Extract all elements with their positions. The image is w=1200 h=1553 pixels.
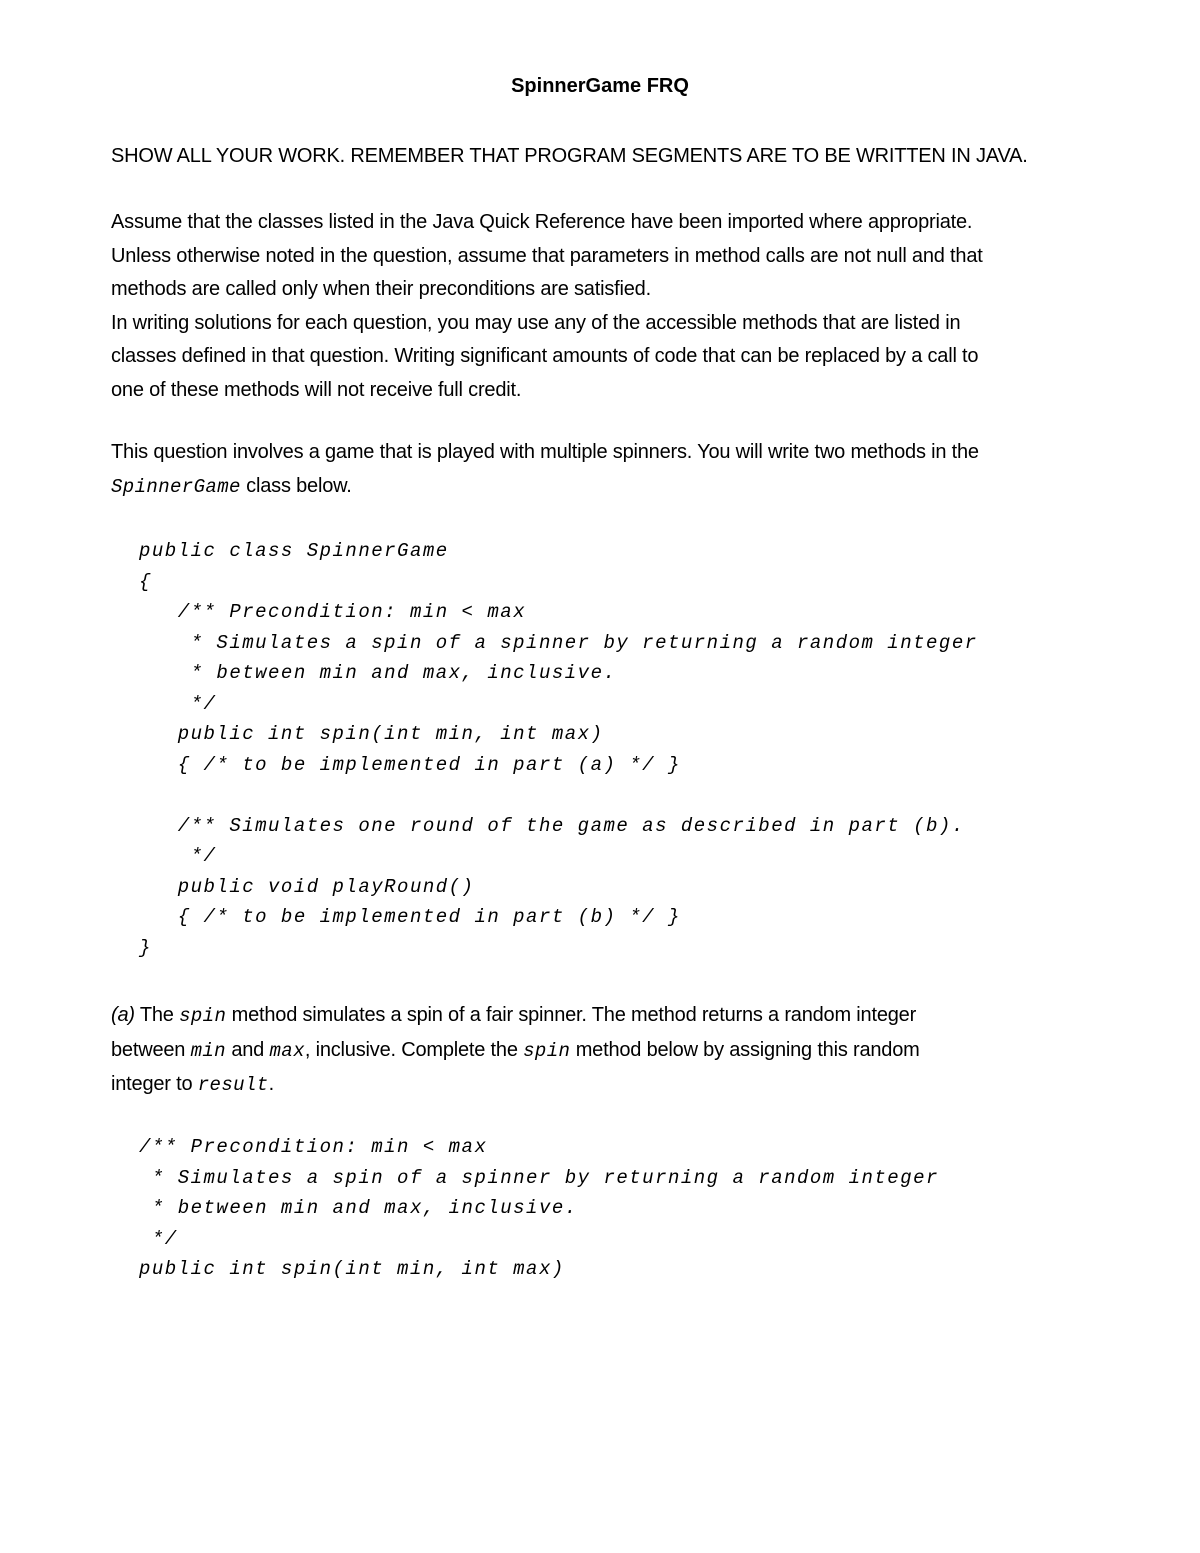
assumption-line: one of these methods will not receive full credit. [111,378,522,401]
code-line: /** Precondition: min < max [139,1136,488,1158]
class-code-block [139,536,978,963]
code-line: */ [139,692,217,715]
code-line: public int spin(int min, int max) [139,1258,565,1280]
question-intro [111,436,1101,504]
class-name-code: SpinnerGame [111,475,241,498]
code-line: { /* to be implemented in part (a) */ } [139,753,681,776]
code-line-blank [139,780,978,811]
code-line: { [139,570,152,593]
assumption-line: Unless otherwise noted in the question, assume that parameters in method calls are not null and that [111,244,983,267]
part-a-label: (a) [111,1004,135,1026]
document-title: SpinnerGame FRQ [511,75,689,97]
assumption-line: Assume that the classes listed in the Java Quick Reference have been imported where appropriate. [111,211,973,233]
spin-code: spin [179,1005,227,1027]
assumption-line: methods are called only when their preconditions are satisfied. [111,278,651,300]
max-code: max [269,1039,305,1062]
part-a-text: method below by assigning this random [570,1038,920,1061]
code-line: public void playRound() [139,875,475,898]
code-line: public class SpinnerGame [139,540,449,562]
spin-code: spin [523,1039,571,1062]
part-a-line [111,999,1101,1034]
code-line: */ [139,845,217,867]
code-line: /** Precondition: min < max [139,601,527,623]
code-line: * between min and max, inclusive. [139,1197,578,1219]
code-line: { /* to be implemented in part (b) */ } [139,906,681,928]
code-line: * Simulates a spin of a spinner by returning a random integer [139,1166,939,1189]
intro-line: This question involves a game that is played with multiple spinners. You will write two methods in the [111,441,979,463]
part-a-text: method simulates a spin of a fair spinner. The method returns a random integer [226,1004,917,1026]
part-a-text: . [268,1073,274,1095]
code-line: } [139,936,152,959]
part-a-line [111,1034,1101,1069]
assumption-line: classes defined in that question. Writing significant amounts of code that can be replaced by a call to [111,345,979,367]
code-line: * Simulates a spin of a spinner by returning a random integer [139,631,978,654]
part-a-prompt [111,999,1101,1103]
part-a-text: integer to [111,1073,198,1095]
code-line: public int spin(int min, int max) [139,723,604,745]
min-code: min [190,1039,226,1062]
part-a-text: and [225,1038,270,1061]
assumptions-paragraph [111,206,1101,407]
code-line: * between min and max, inclusive. [139,662,617,684]
code-line: */ [139,1227,178,1250]
part-a-text: , inclusive. Complete the [304,1038,524,1061]
result-code: result [197,1074,269,1096]
instructions-text: SHOW ALL YOUR WORK. REMEMBER THAT PROGRAM SEGMENTS ARE TO BE WRITTEN IN JAVA. [111,145,1028,167]
part-a-line [111,1068,1101,1103]
method-code-block [139,1132,939,1285]
part-a-text: The [134,1004,180,1026]
intro-line-rest: class below. [240,474,352,497]
assumption-line: In writing solutions for each question, you may use any of the accessible methods that are listed in [111,311,961,334]
intro-line [111,470,1101,505]
part-a-text: between [111,1038,191,1061]
code-line: /** Simulates one round of the game as described in part (b). [139,814,965,837]
